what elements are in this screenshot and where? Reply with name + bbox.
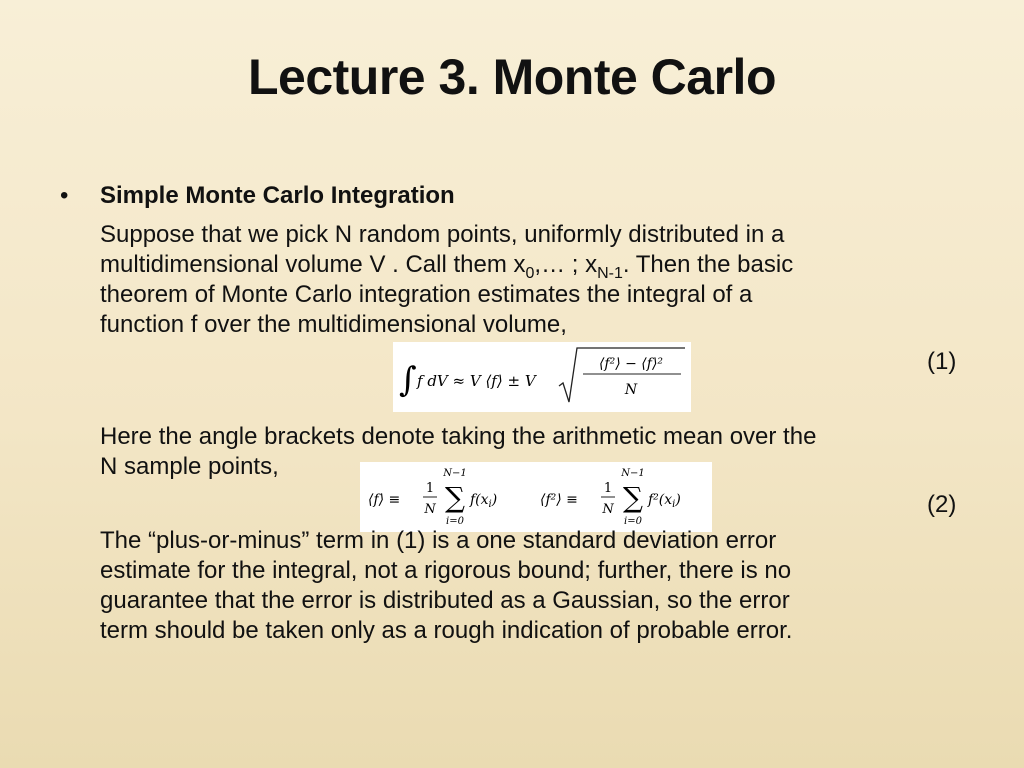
eq2b-sum-top: N−1 bbox=[621, 468, 645, 479]
paragraph-1-line-2 bbox=[100, 250, 990, 280]
slide-title: Lecture 3. Monte Carlo bbox=[248, 49, 776, 105]
paragraph-3-line-1: The “plus-or-minus” term in (1) is a one standard deviation error bbox=[100, 527, 777, 554]
bullet-heading: Simple Monte Carlo Integration bbox=[100, 182, 455, 209]
paragraph-3-line-4: term should be taken only as a rough indication of probable error. bbox=[100, 617, 793, 644]
paragraph-1-line-1: Suppose that we pick N random points, uniformly distributed in a bbox=[100, 221, 785, 248]
equation-2-number: (2) bbox=[927, 491, 957, 518]
equation-1-number: (1) bbox=[927, 348, 957, 375]
eq2a-sigma: ∑ bbox=[445, 481, 465, 514]
paragraph-1-line-3: theorem of Monte Carlo integration estimates the integral of a bbox=[100, 281, 753, 308]
eq1-denominator: N bbox=[624, 382, 638, 398]
eq1-lhs: f dV ≈ V ⟨f⟩ ± V bbox=[417, 372, 536, 390]
eq2b-frac-num: 1 bbox=[603, 481, 613, 496]
eq1-numerator: ⟨f²⟩ − ⟨f⟩² bbox=[598, 356, 664, 372]
paragraph-2-line-1: Here the angle brackets denote taking the arithmetic mean over the bbox=[100, 423, 817, 450]
eq2b-sum-bottom: i=0 bbox=[624, 516, 642, 527]
eq2a-term: $f(x_i)$ bbox=[470, 492, 498, 510]
paragraph-3-line-3: guarantee that the error is distributed as a Gaussian, so the error bbox=[100, 587, 790, 614]
paragraph-3 bbox=[100, 526, 990, 646]
p1-l2-text-b: ,… ; x bbox=[534, 251, 598, 278]
p1-l2-sub-n1: N-1 bbox=[597, 265, 623, 282]
p1-l2-text-a: multidimensional volume V . Call them x bbox=[100, 251, 526, 278]
eq2a-lhs: ⟨f⟩ ≡ bbox=[368, 492, 401, 508]
eq2a-sum-bottom: i=0 bbox=[446, 516, 464, 527]
p1-l2-sub-0: 0 bbox=[525, 265, 535, 282]
eq2b-frac-den: N bbox=[602, 502, 614, 517]
eq2a-sum-top: N−1 bbox=[443, 468, 467, 479]
integral-sign: ∫ bbox=[399, 360, 417, 400]
paragraph-1-line-4: function f over the multidimensional volume, bbox=[100, 311, 567, 338]
equation-1-image bbox=[393, 342, 691, 412]
eq2b-term: $f^2(x_i)$ bbox=[648, 492, 681, 510]
eq2b-sigma: ∑ bbox=[623, 481, 643, 514]
p1-l2-text-c: . Then the basic bbox=[622, 251, 794, 278]
eq2a-frac-num: 1 bbox=[425, 481, 435, 496]
eq2a-frac-den: N bbox=[424, 502, 436, 517]
paragraph-3-line-2: estimate for the integral, not a rigorous bound; further, there is no bbox=[100, 557, 792, 584]
paragraph-1 bbox=[100, 220, 990, 340]
equation-2-image bbox=[360, 462, 712, 532]
bullet-marker: • bbox=[60, 182, 69, 209]
paragraph-2-line-2: N sample points, bbox=[100, 453, 279, 480]
eq2b-lhs: ⟨f²⟩ ≡ bbox=[540, 492, 578, 508]
